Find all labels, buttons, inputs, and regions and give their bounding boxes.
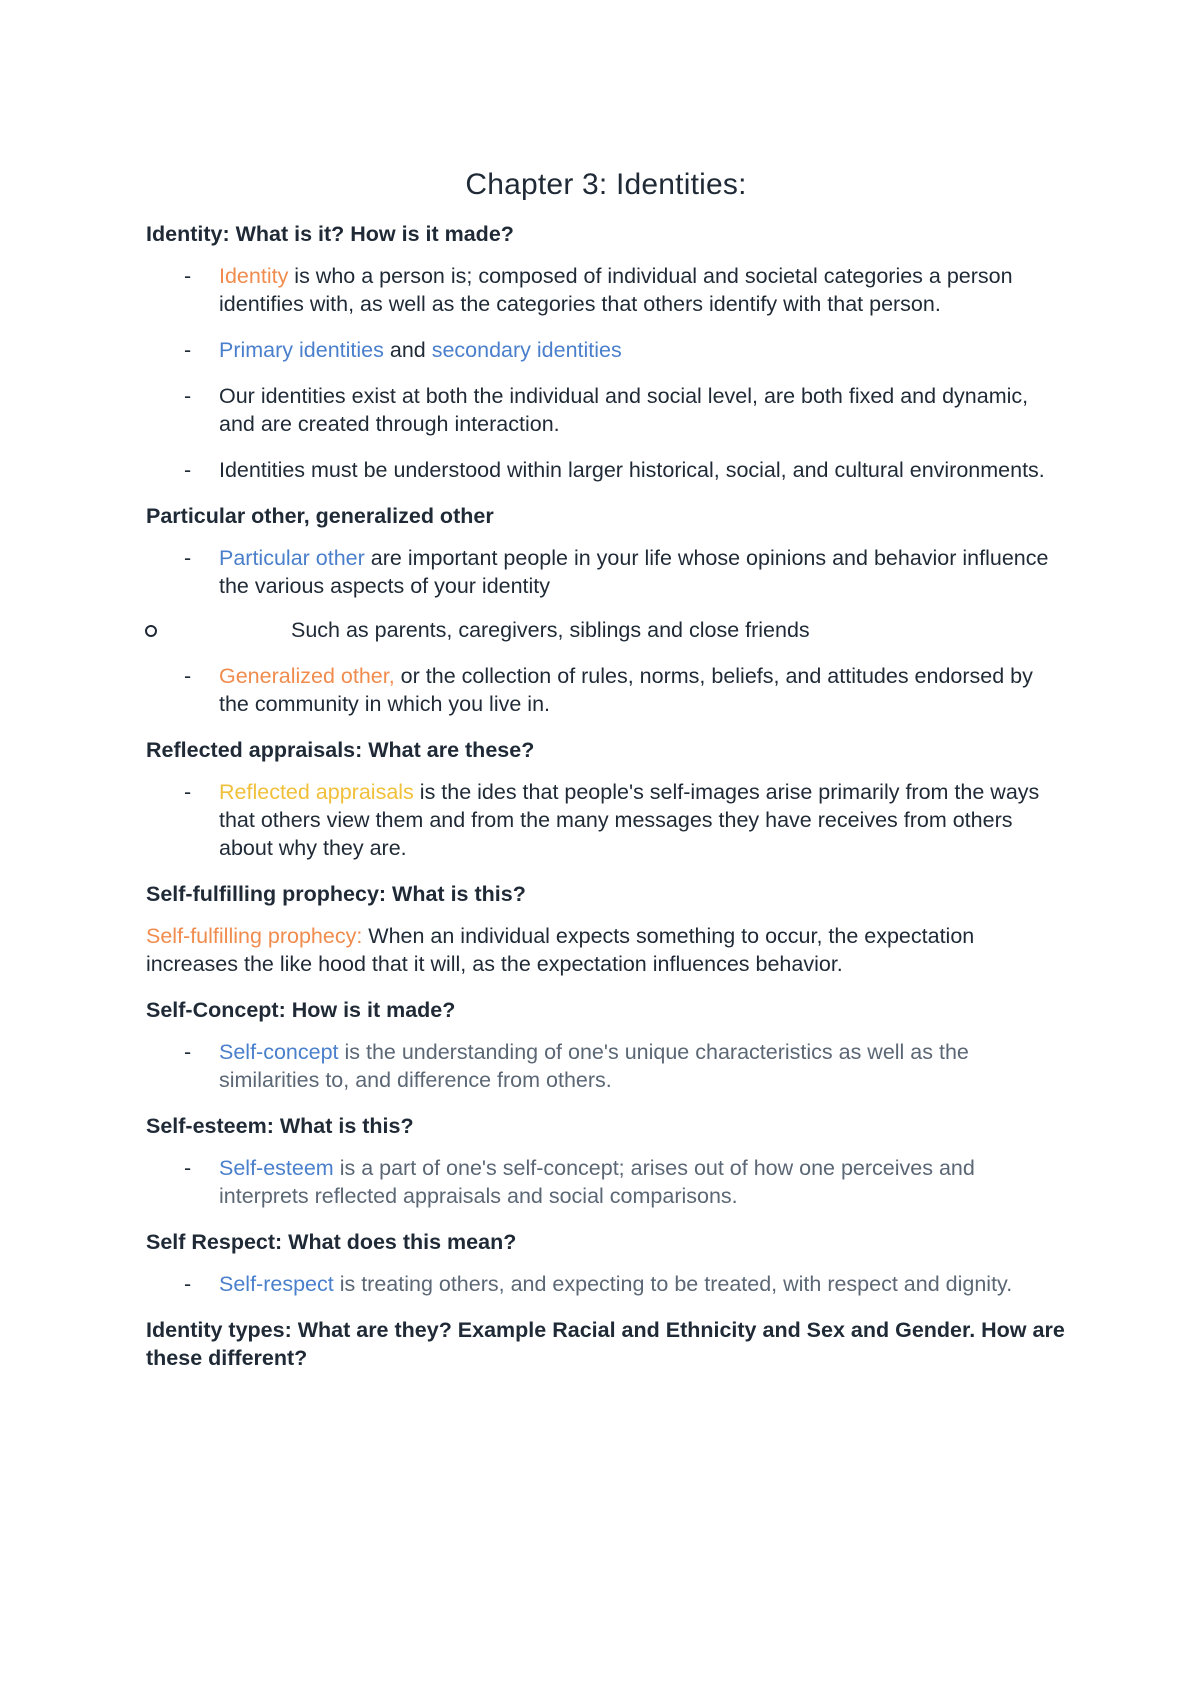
section-heading-other: Particular other, generalized other [146,504,494,528]
definition-text: is a part of one's self-concept; arises out of how one perceives and interprets reflected appraisals and social comparisons. [219,1156,975,1208]
bullet-list-self-respect [146,1270,1066,1298]
list-item [146,456,1066,484]
definition-text: is the ides that people's self-images arise primarily from the ways that others view them and from the many messages they have receives from others about why they are. [219,780,1040,860]
list-item [146,1270,1066,1298]
bullet-list-reflected [146,778,1066,862]
dash-bullet: - [184,664,192,688]
dash-bullet: - [184,1040,192,1064]
term-generalized-other: Generalized other, [219,664,395,688]
bullet-text: Identities must be understood within larger historical, social, and cultural environments. [219,458,1045,482]
definition-text: is who a person is; composed of individual and societal categories a person identifies with, as well as the categories that others identify with that person. [219,264,1013,316]
term-self-fulfilling-prophecy: Self-fulfilling prophecy: [146,924,363,948]
term-self-concept: Self-concept [219,1040,339,1064]
sub-item-text: Such as parents, caregivers, siblings and close friends [291,618,810,642]
list-item [146,1038,1066,1094]
dash-bullet: - [184,1272,192,1296]
section-heading-identity: Identity: What is it? How is it made? [146,222,514,246]
term-secondary-identities: secondary identities [431,338,622,362]
sub-list-item [219,616,1066,644]
paragraph-self-fulfilling [146,922,1066,978]
section-heading-self-esteem: Self-esteem: What is this? [146,1114,414,1138]
dash-bullet: - [184,458,192,482]
term-self-respect: Self-respect [219,1272,334,1296]
list-item [146,1154,1066,1210]
dash-bullet: - [184,780,192,804]
term-particular-other: Particular other [219,546,365,570]
definition-text: or the collection of rules, norms, beliefs, and attitudes endorsed by the community in which you live in. [219,664,1033,716]
dash-bullet: - [184,338,192,362]
term-self-esteem: Self-esteem [219,1156,334,1180]
bullet-list-self-esteem [146,1154,1066,1210]
list-item [146,544,1066,644]
dash-bullet: - [184,384,192,408]
list-item [146,336,1066,364]
circle-bullet-icon [145,625,157,637]
term-reflected-appraisals: Reflected appraisals [219,780,414,804]
section-heading-identity-types: Identity types: What are they? Example Racial and Ethnicity and Sex and Gender. How are these different? [146,1318,1065,1370]
bullet-text: Our identities exist at both the individual and social level, are both fixed and dynamic, and are created through interaction. [219,384,1029,436]
definition-text: is treating others, and expecting to be treated, with respect and dignity. [333,1272,1013,1296]
dash-bullet: - [184,546,192,570]
dash-bullet: - [184,1156,192,1180]
dash-bullet: - [184,264,192,288]
sub-list [219,616,1066,644]
section-heading-reflected-appraisals: Reflected appraisals: What are these? [146,738,535,762]
bullet-list-identity [146,262,1066,484]
list-item [146,382,1066,438]
definition-text: are important people in your life whose opinions and behavior influence the various aspects of your identity [219,546,1049,598]
definition-text: When an individual expects something to occur, the expectation increases the like hood that it will, as the expectation influences behavior. [146,924,975,976]
section-heading-self-fulfilling: Self-fulfilling prophecy: What is this? [146,882,526,906]
definition-text: is the understanding of one's unique characteristics as well as the similarities to, and difference from others. [219,1040,969,1092]
page-title: Chapter 3: Identities: [465,168,747,201]
bullet-list-self-concept [146,1038,1066,1094]
section-heading-self-concept: Self-Concept: How is it made? [146,998,456,1022]
section-heading-self-respect: Self Respect: What does this mean? [146,1230,517,1254]
list-item [146,262,1066,318]
document-page [146,168,1066,1386]
term-primary-identities: Primary identities [219,338,384,362]
connector-text: and [383,338,432,362]
list-item [146,662,1066,718]
bullet-list-other [146,544,1066,718]
term-identity: Identity [219,264,289,288]
list-item [146,778,1066,862]
